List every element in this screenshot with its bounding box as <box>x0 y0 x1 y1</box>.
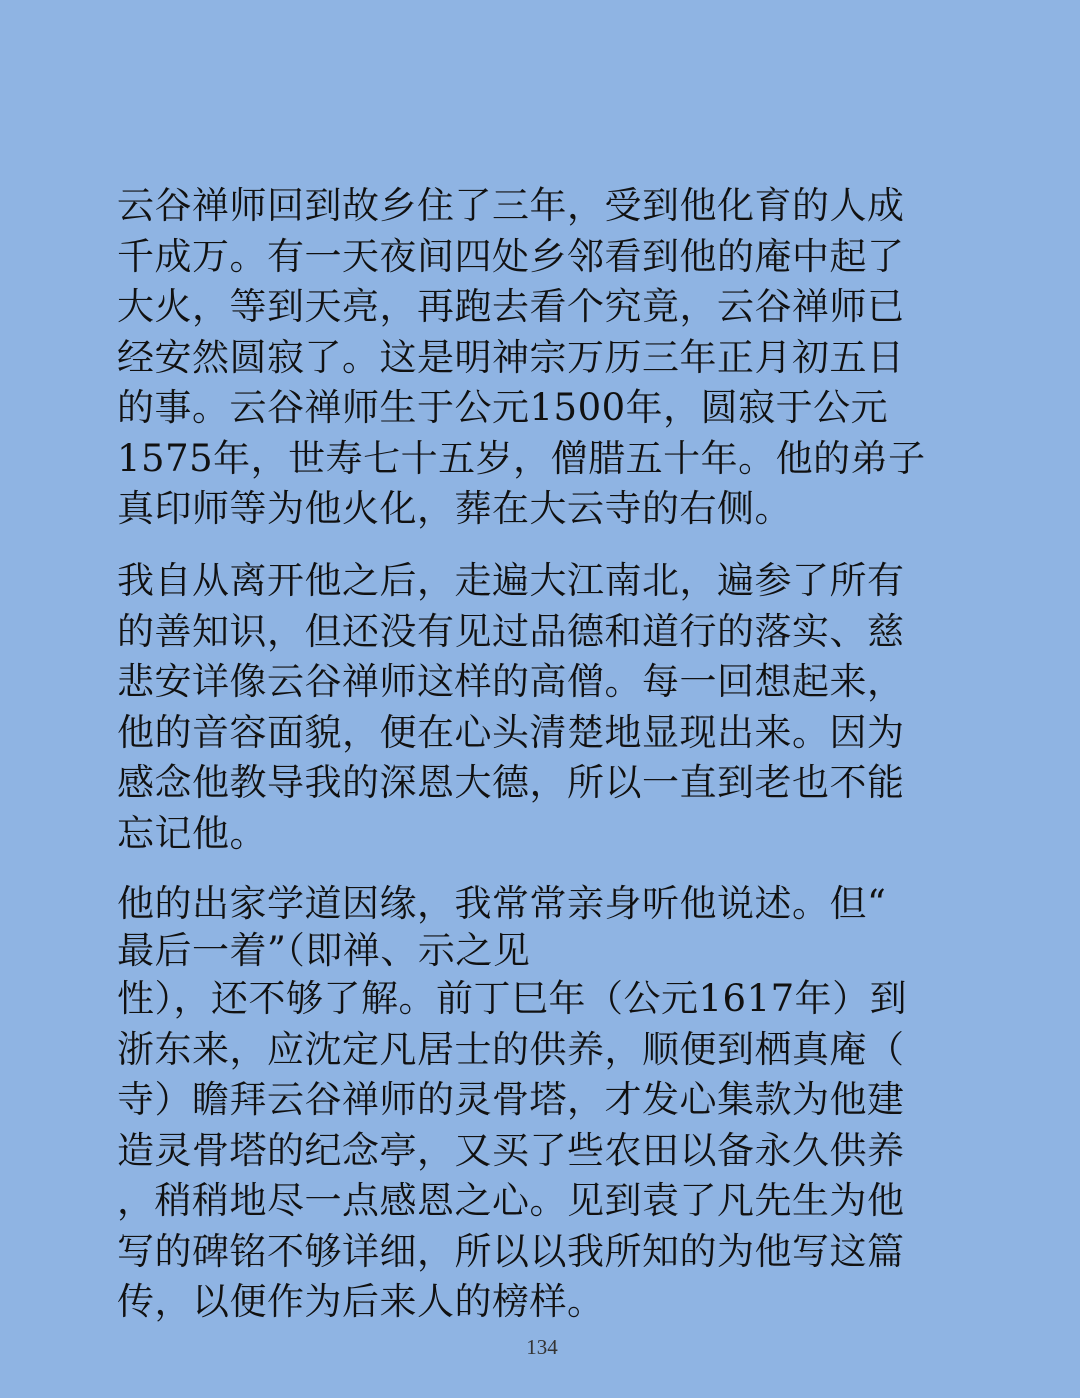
text-line: 的善知识，但还没有见过品德和道行的落实、慈 <box>117 609 905 653</box>
text-line: 他的音容面貌，便在心头清楚地显现出来。因为 <box>117 710 905 754</box>
text-line: 浙东来，应沈定凡居士的供养，顺便到栖真庵（ <box>117 1027 905 1071</box>
text-line: ，稍稍地尽一点感恩之心。见到袁了凡先生为他 <box>117 1179 905 1222</box>
text-line: 最后一着”（即禅、示之见 <box>117 929 531 972</box>
text-line: 造灵骨塔的纪念亭，又买了些农田以备永久供养 <box>117 1128 905 1172</box>
paragraph-2 <box>117 556 967 859</box>
text-line: 寺）瞻拜云谷禅师的灵骨塔，才发心集款为他建 <box>117 1078 905 1121</box>
text-line: 性），还不够了解。前丁巳年（公元1617年）到 <box>117 977 908 1020</box>
text-line: 忘记他。 <box>117 811 267 855</box>
text-line: 大火，等到天亮，再跑去看个究竟，云谷禅师已 <box>117 285 905 328</box>
text-line: 真印师等为他火化，葬在大云寺的右侧。 <box>117 487 792 530</box>
text-line: 写的碑铭不够详细，所以以我所知的为他写这篇 <box>117 1229 905 1273</box>
text-line: 云谷禅师回到故乡住了三年，受到他化育的人成 <box>117 184 905 227</box>
page-number: 134 <box>526 1335 558 1359</box>
text-line: 的事。云谷禅师生于公元1500年，圆寂于公元 <box>117 386 889 429</box>
text-line: 感念他教导我的深恩大德，所以一直到老也不能 <box>117 761 905 804</box>
paragraph-1 <box>117 181 967 535</box>
text-line: 经安然圆寂了。这是明神宗万历三年正月初五日 <box>117 335 905 379</box>
text-line: 千成万。有一天夜间四处乡邻看到他的庵中起了 <box>117 234 905 278</box>
paragraph-3 <box>117 880 967 1328</box>
text-line: 1575年，世寿七十五岁，僧腊五十年。他的弟子 <box>117 436 926 480</box>
text-line: 他的出家学道因缘，我常常亲身听他说述。但“ <box>117 882 887 925</box>
text-line: 传，以便作为后来人的榜样。 <box>117 1280 605 1323</box>
text-line: 悲安详像云谷禅师这样的高僧。每一回想起来， <box>117 660 905 703</box>
text-line: 我自从离开他之后，走遍大江南北，遍参了所有 <box>117 559 905 602</box>
